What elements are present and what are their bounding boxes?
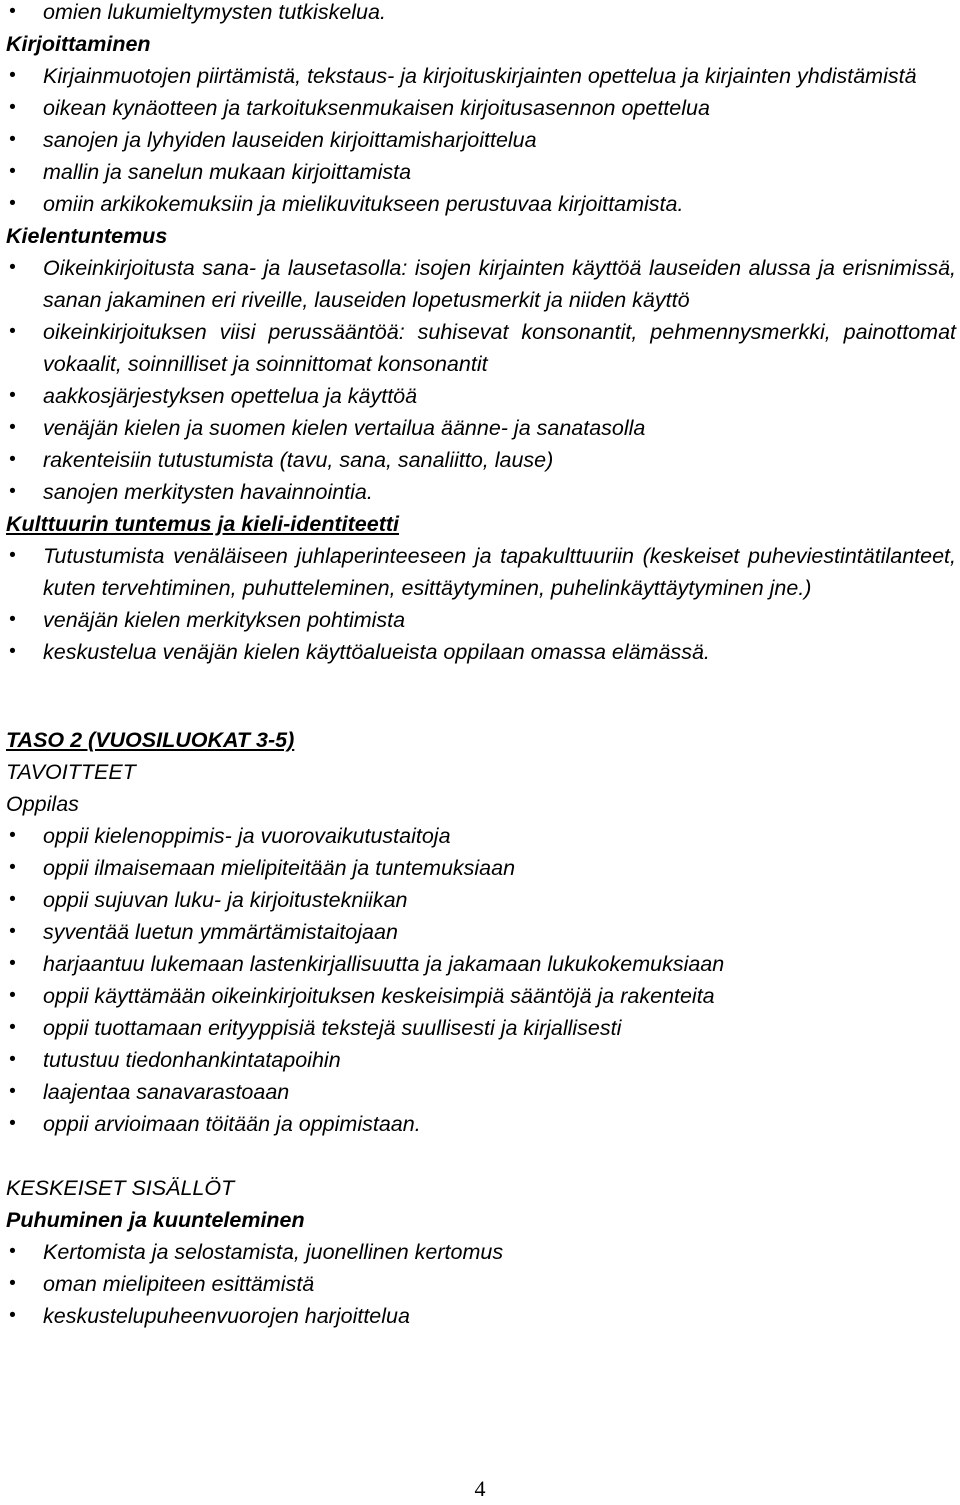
list-item: • oppii sujuvan luku- ja kirjoitustekniikan [6, 884, 956, 916]
list-item: • venäjän kielen merkityksen pohtimista [6, 604, 956, 636]
document-page [6, 0, 956, 1332]
list-item: • harjaantuu lukemaan lastenkirjallisuutta ja jakamaan lukukokemuksiaan [6, 948, 956, 980]
list-item: • oikeinkirjoituksen viisi perussääntöä: suhisevat konsonantit, pehmennysmerkki, painottomat vokaalit, soinnilliset ja soinnittomat konsonantit [6, 316, 956, 380]
list-item: • oppii kielenoppimis- ja vuorovaikutustaitoja [6, 820, 956, 852]
list-item: • keskustelupuheenvuorojen harjoittelua [6, 1300, 956, 1332]
list-item: • rakenteisiin tutustumista (tavu, sana, sanaliitto, lause) [6, 444, 956, 476]
list-item: • oppii arvioimaan töitään ja oppimistaan. [6, 1108, 956, 1140]
section-spacer [6, 668, 956, 724]
list-item: • oppii tuottamaan erityyppisiä tekstejä suullisesti ja kirjallisesti [6, 1012, 956, 1044]
kulttuuri-list [6, 540, 956, 668]
goals-heading: TAVOITTEET [6, 760, 136, 784]
core-content-heading: KESKEISET SISÄLLÖT [6, 1176, 235, 1200]
list-item: • Kirjainmuotojen piirtämistä, tekstaus- ja kirjoituskirjainten opettelua ja kirjainten yhdistämistä [6, 60, 956, 92]
goals-list [6, 820, 956, 1140]
list-item: • tutustuu tiedonhankintatapoihin [6, 1044, 956, 1076]
list-item: • oman mielipiteen esittämistä [6, 1268, 956, 1300]
list-item: • laajentaa sanavarastoaan [6, 1076, 956, 1108]
list-item: • omien lukumieltymysten tutkiskelua. [6, 0, 956, 28]
kielentuntemus-list [6, 252, 956, 508]
list-item: • sanojen ja lyhyiden lauseiden kirjoittamisharjoittelua [6, 124, 956, 156]
list-item: • mallin ja sanelun mukaan kirjoittamista [6, 156, 956, 188]
level-title: TASO 2 (VUOSILUOKAT 3-5) [6, 728, 295, 752]
list-item: • oikean kynäotteen ja tarkoituksenmukaisen kirjoitusasennon opettelua [6, 92, 956, 124]
heading-kielentuntemus: Kielentuntemus [6, 224, 168, 248]
list-item: • oppii käyttämään oikeinkirjoituksen keskeisimpiä sääntöjä ja rakenteita [6, 980, 956, 1012]
pupil-label: Oppilas [6, 792, 79, 816]
list-item: • Oikeinkirjoitusta sana- ja lausetasolla: isojen kirjainten käyttöä lauseiden alussa ja erisnimissä, sanan jakaminen eri riveille, lauseiden lopetusmerkit ja niiden käyttö [6, 252, 956, 316]
list-item: • keskustelua venäjän kielen käyttöalueista oppilaan omassa elämässä. [6, 636, 956, 668]
heading-puhuminen: Puhuminen ja kuunteleminen [6, 1208, 305, 1232]
list-item: • aakkosjärjestyksen opettelua ja käyttöä [6, 380, 956, 412]
heading-kirjoittaminen: Kirjoittaminen [6, 32, 151, 56]
list-item: • omiin arkikokemuksiin ja mielikuvitukseen perustuvaa kirjoittamista. [6, 188, 956, 220]
list-item: • Kertomista ja selostamista, juonellinen kertomus [6, 1236, 956, 1268]
list-item: • venäjän kielen ja suomen kielen vertailua äänne- ja sanatasolla [6, 412, 956, 444]
list-item: • Tutustumista venäläiseen juhlaperinteeseen ja tapakulttuuriin (keskeiset puheviestintätilanteet, kuten tervehtiminen, puhutteleminen, esittäytyminen, puhelinkäyttäytyminen jne.) [6, 540, 956, 604]
reading-list-end [6, 0, 956, 28]
section-spacer [6, 1140, 956, 1172]
heading-kulttuuri: Kulttuurin tuntemus ja kieli-identiteetti [6, 512, 399, 536]
list-item: • oppii ilmaisemaan mielipiteitään ja tuntemuksiaan [6, 852, 956, 884]
kirjoittaminen-list [6, 60, 956, 220]
puhuminen-list [6, 1236, 956, 1332]
page-number: 4 [474, 1476, 486, 1501]
list-item: • syventää luetun ymmärtämistaitojaan [6, 916, 956, 948]
list-item: • sanojen merkitysten havainnointia. [6, 476, 956, 508]
